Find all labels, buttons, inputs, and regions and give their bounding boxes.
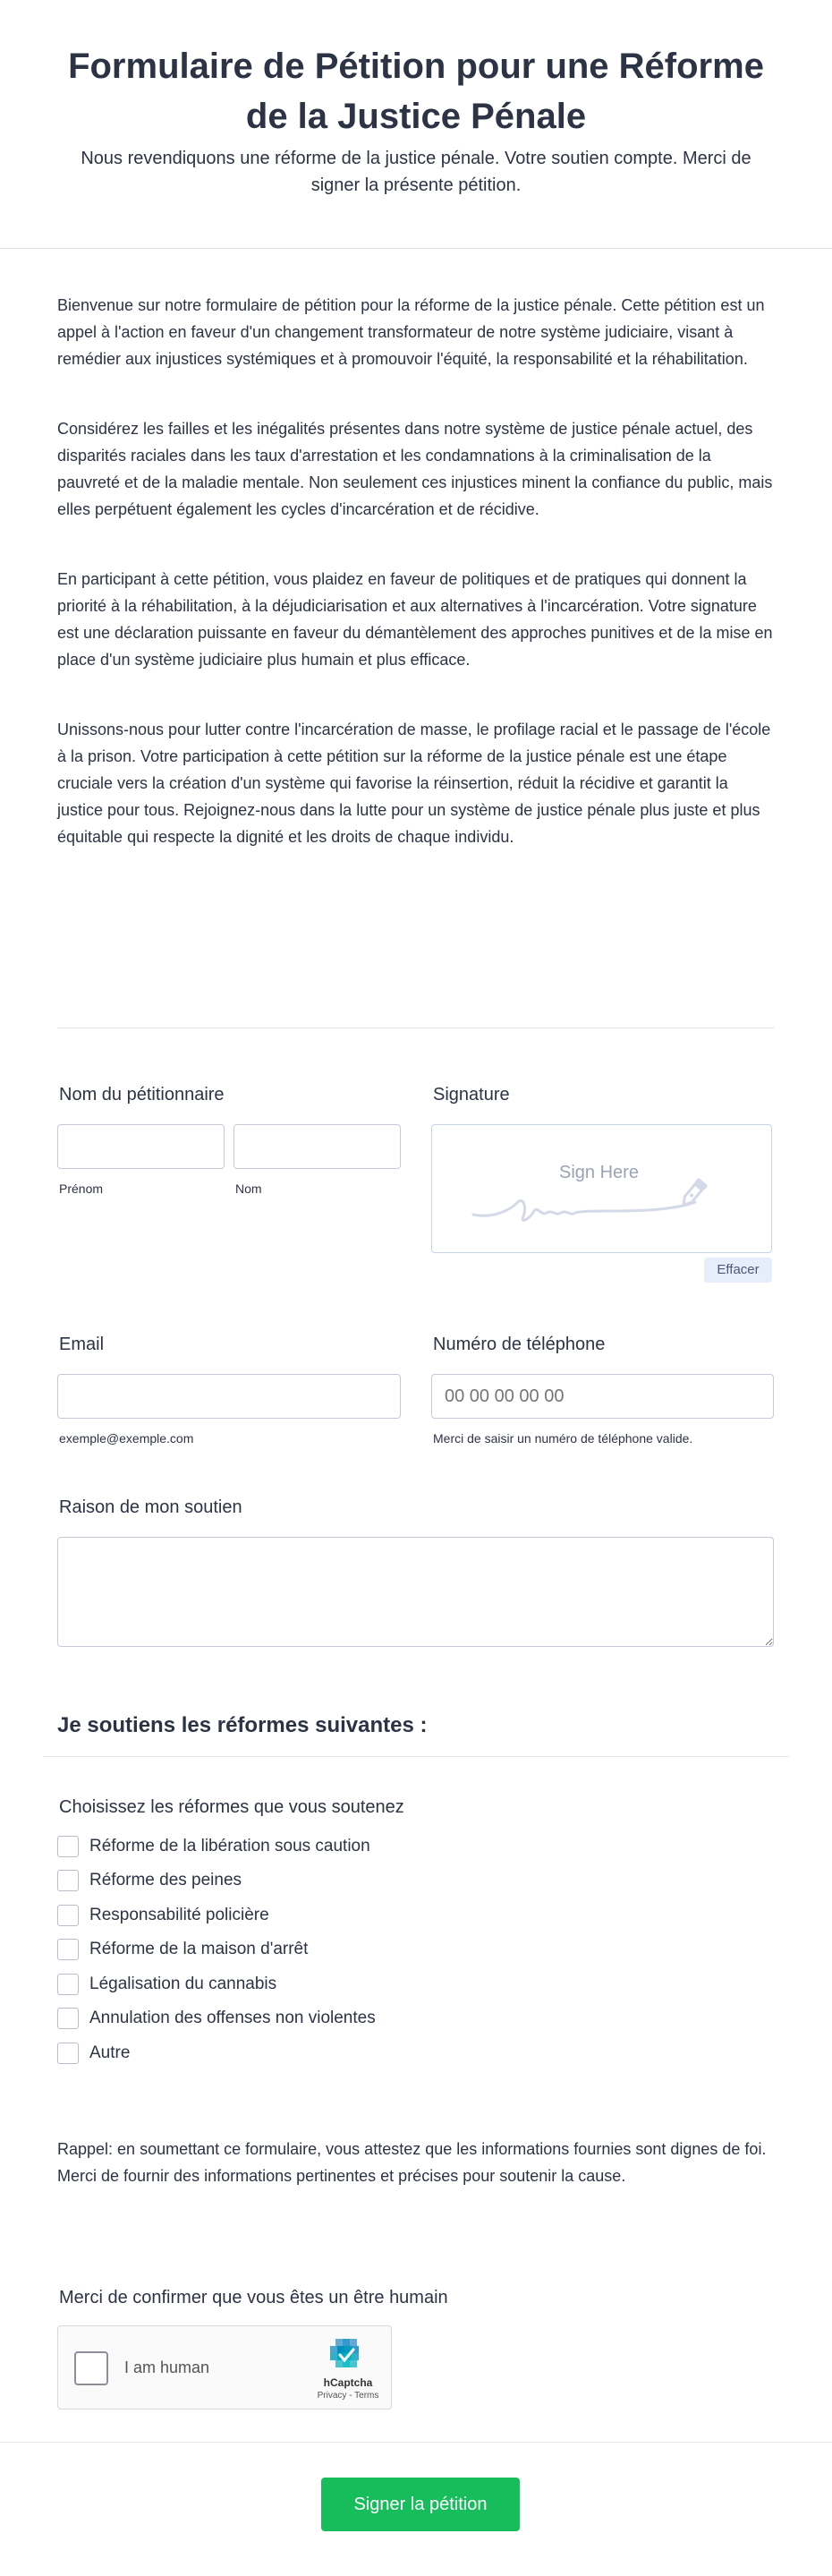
reminder-text: Rappel: en soumettant ce formulaire, vous attestez que les informations fournies sont dignes de foi. Merci de fournir des informations pertinentes et précises pour soutenir la cause. xyxy=(57,2140,767,2185)
reforms-divider xyxy=(43,1756,789,1757)
email-input[interactable] xyxy=(57,1374,401,1419)
captcha-widget xyxy=(57,2325,392,2410)
intro-paragraph-2: Considérez les failles et les inégalités présentes dans notre système de justice pénale actuel, des disparités raciales dans les taux d'arrestation et les condamnations à la criminalisation de la pauvreté et de la maladie mentale. Non seulement ces injustices minent la confiance du public, mais elles perpétuent également les cycles d'incarcération et de récidive. xyxy=(57,420,773,518)
reform-option-label: Annulation des offenses non violentes xyxy=(89,2009,376,2027)
reform-option-other[interactable] xyxy=(57,2041,130,2066)
reforms-label: Choisissez les réformes que vous soutenez xyxy=(59,1797,404,1817)
submit-area xyxy=(0,2442,832,2576)
intro-paragraph-1: Bienvenue sur notre formulaire de pétition pour la réforme de la justice pénale. Cette pétition est un appel à l'action en faveur d'un changement transformateur de notre système judiciaire, visant à remédier aux injustices systémiques et à promouvoir l'équité, la responsabilité et la réhabilitation. xyxy=(57,296,765,368)
captcha-label: Merci de confirmer que vous êtes un être humain xyxy=(59,2288,448,2307)
reform-option-label: Réforme de la libération sous caution xyxy=(89,1837,370,1855)
reform-option-prison[interactable] xyxy=(57,1937,308,1962)
last-name-input[interactable] xyxy=(233,1124,401,1169)
page-title: Formulaire de Pétition pour une Réforme de la Justice Pénale xyxy=(68,47,764,136)
captcha-brand: hCaptcha xyxy=(323,2376,373,2389)
last-name-sublabel: Nom xyxy=(235,1181,262,1196)
intro-text xyxy=(0,249,832,850)
reason-textarea[interactable] xyxy=(57,1537,774,1647)
reform-option-bail[interactable] xyxy=(57,1834,370,1859)
captcha-checkbox[interactable] xyxy=(74,2351,108,2385)
phone-input[interactable] xyxy=(431,1374,774,1419)
name-label: Nom du pétitionnaire xyxy=(59,1085,225,1105)
reform-option-label: Autre xyxy=(89,2043,131,2062)
phone-label: Numéro de téléphone xyxy=(433,1335,606,1354)
captcha-text: I am human xyxy=(124,2358,210,2376)
signature-label: Signature xyxy=(433,1085,510,1105)
reform-option-label: Responsabilité policière xyxy=(89,1906,269,1924)
form-header xyxy=(0,0,832,249)
signature-scribble-icon xyxy=(471,1166,740,1238)
reason-label: Raison de mon soutien xyxy=(59,1497,242,1517)
checkbox[interactable] xyxy=(57,1939,79,1960)
intro-paragraph-3: En participant à cette pétition, vous plaidez en faveur de politiques et de pratiques qui donnent la priorité à la réhabilitation, à la déjudiciarisation et aux alternatives à l'incarcération. Votre signature est une déclaration puissante en faveur du démantèlement des approches punitives et de la mise en place d'un système judiciaire plus humain et plus efficace. xyxy=(57,570,773,669)
clear-signature-button[interactable]: Effacer xyxy=(704,1258,772,1283)
reform-option-cannabis[interactable] xyxy=(57,1972,276,1997)
checkbox[interactable] xyxy=(57,2008,79,2029)
reform-option-expungement[interactable] xyxy=(57,2006,376,2031)
signature-pad[interactable] xyxy=(431,1124,772,1253)
reform-option-sentencing[interactable] xyxy=(57,1868,242,1893)
first-name-sublabel: Prénom xyxy=(59,1181,104,1196)
hcaptcha-logo-icon xyxy=(328,2337,364,2373)
reform-option-police[interactable] xyxy=(57,1903,269,1928)
phone-sublabel: Merci de saisir un numéro de téléphone valide. xyxy=(433,1431,693,1446)
signature-placeholder: Sign Here xyxy=(559,1163,639,1182)
submit-button[interactable]: Signer la pétition xyxy=(321,2478,520,2531)
checkbox[interactable] xyxy=(57,1870,79,1891)
reform-option-label: Légalisation du cannabis xyxy=(89,1975,277,1993)
checkbox[interactable] xyxy=(57,1905,79,1926)
email-sublabel: exemple@exemple.com xyxy=(59,1431,194,1446)
checkbox[interactable] xyxy=(57,2043,79,2064)
checkbox[interactable] xyxy=(57,1836,79,1857)
email-label: Email xyxy=(59,1335,105,1354)
reform-option-label: Réforme de la maison d'arrêt xyxy=(89,1940,309,1958)
intro-paragraph-4: Unissons-nous pour lutter contre l'incarcération de masse, le profilage racial et le passage de l'école à la prison. Votre participation à cette pétition sur la réforme de la justice pénale est une étape cruciale vers la création d'un système qui favorise la réinsertion, réduit la récidive et garantit la justice pour tous. Rejoignez-nous dans la lutte pour un système de justice pénale plus juste et plus équitable qui respecte la dignité et les droits de chaque individu. xyxy=(57,721,771,846)
reforms-heading: Je soutiens les réformes suivantes : xyxy=(57,1713,428,1737)
reform-option-label: Réforme des peines xyxy=(89,1871,242,1889)
captcha-links[interactable]: Privacy - Terms xyxy=(317,2391,379,2401)
first-name-input[interactable] xyxy=(57,1124,225,1169)
page-subtitle: Nous revendiquons une réforme de la justice pénale. Votre soutien compte. Merci de signer la présente pétition. xyxy=(81,149,751,195)
checkbox[interactable] xyxy=(57,1974,79,1995)
